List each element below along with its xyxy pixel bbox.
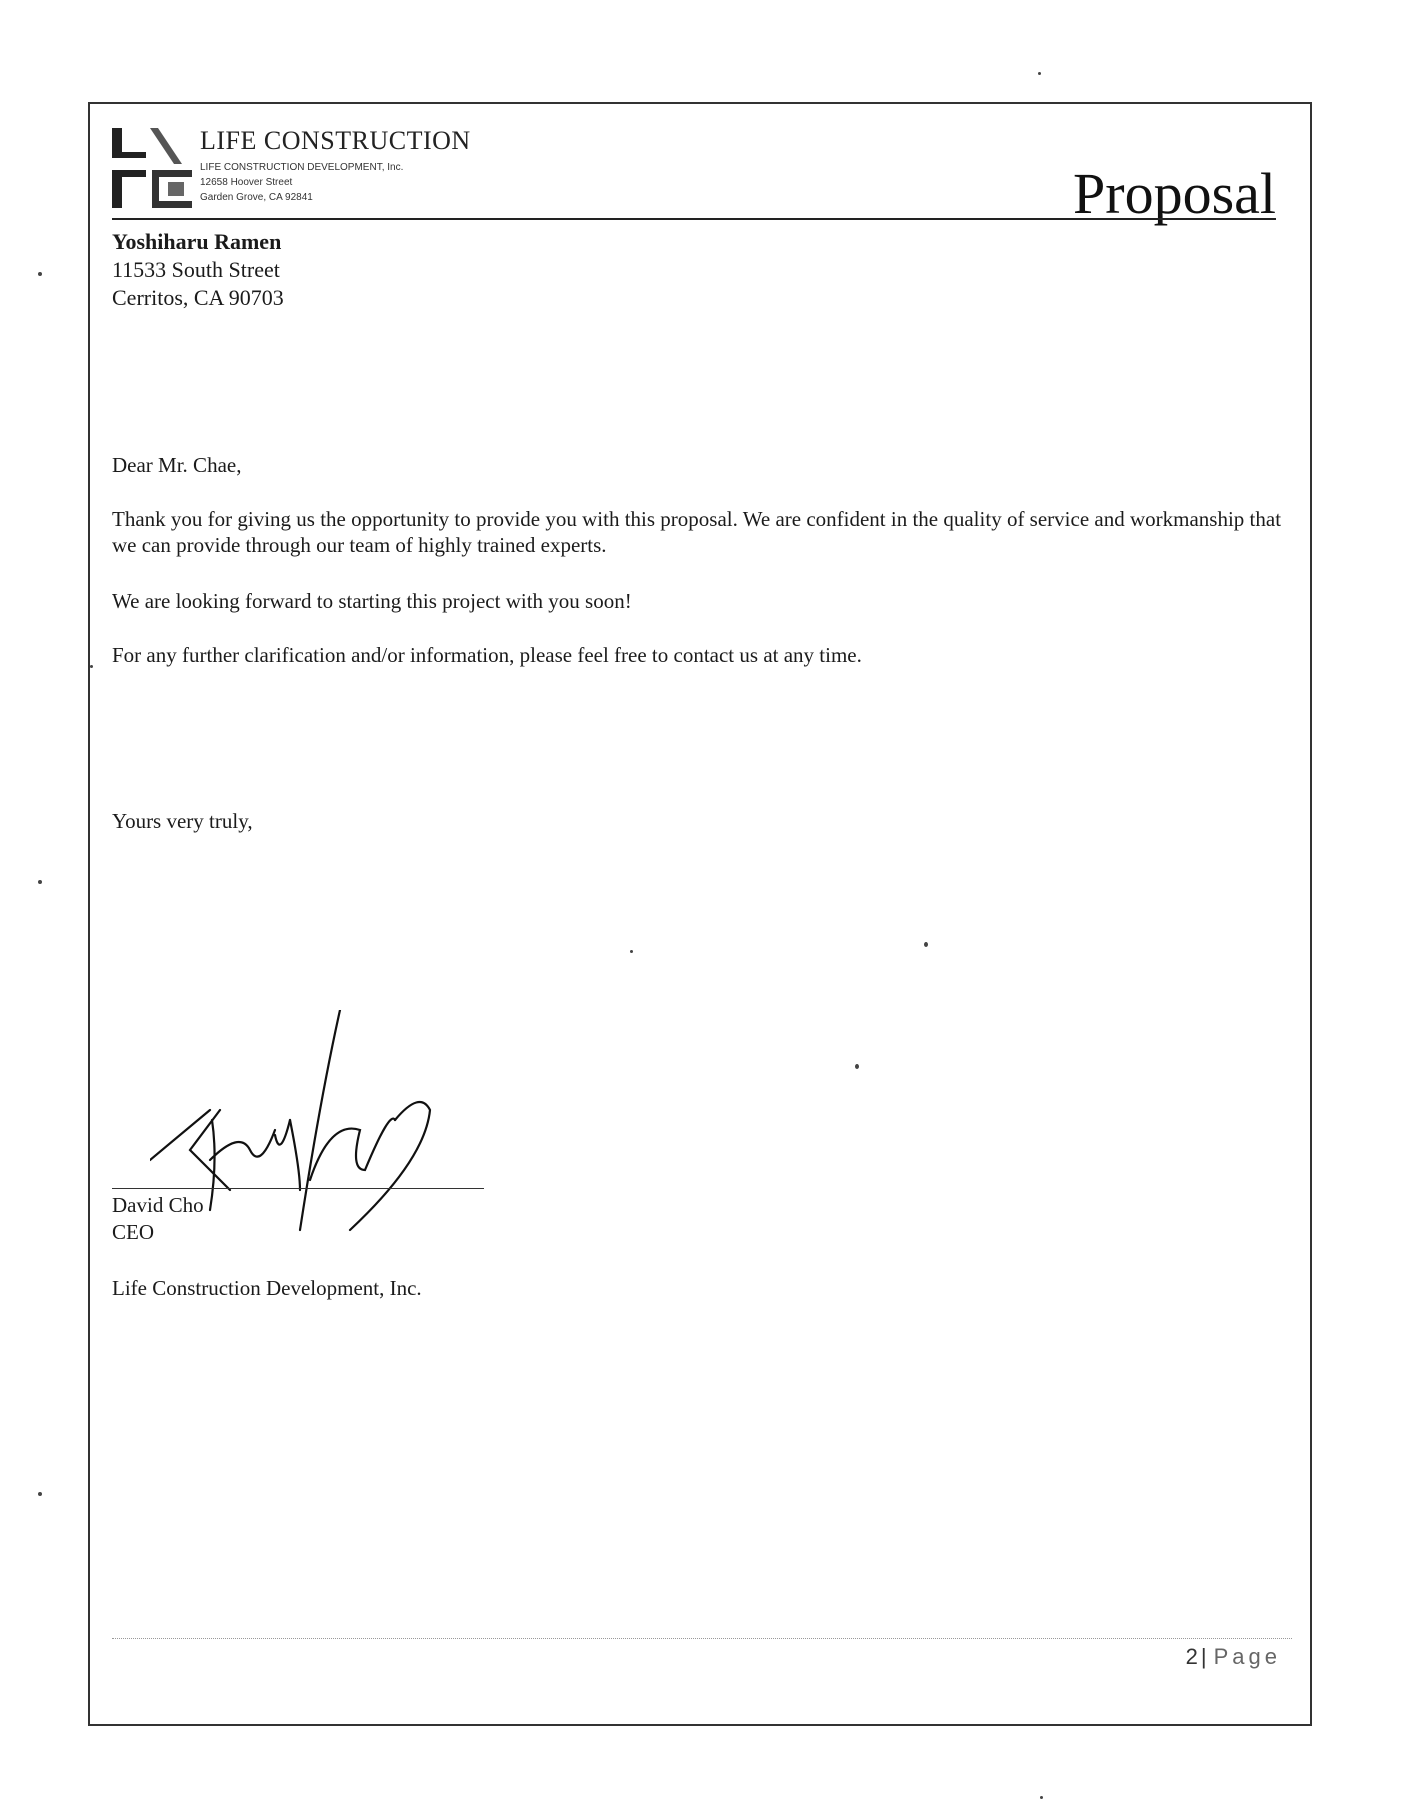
recipient-address [112,228,284,312]
signer-title: CEO [112,1220,154,1244]
header-divider [112,218,1276,220]
scan-speck [90,665,93,668]
page-number [1186,1644,1281,1670]
page-number-separator: | [1200,1644,1207,1669]
paragraph-contact: For any further clarification and/or information, please feel free to contact us at any time. [112,643,862,667]
closing: Yours very truly, [112,809,253,833]
scan-speck [38,272,42,276]
scan-speck [1038,72,1041,75]
signer-name: David Cho [112,1193,204,1217]
page-number-value: 2 [1185,1644,1198,1669]
paragraph-intro: Thank you for giving us the opportunity to provide you with this proposal. We are confident in the quality of service and workmanship that we can provide through our team of highly trained experts. [112,507,1282,557]
scan-speck [630,950,633,953]
recipient-street: 11533 South Street [112,257,280,282]
page-label: Page [1213,1644,1281,1669]
page-frame [88,102,1312,1726]
scan-speck [1040,1796,1043,1799]
signature-line [112,1188,484,1189]
scan-speck [855,1064,859,1069]
scan-speck [38,880,42,884]
company-name: LIFE CONSTRUCTION [200,126,471,155]
company-street: 12658 Hoover Street [200,177,293,188]
company-address-block [200,160,403,205]
salutation: Dear Mr. Chae, [112,453,242,477]
signer-block [112,1192,204,1246]
scan-speck [38,1492,42,1496]
document-title: Proposal [1073,161,1276,226]
scan-speck [924,942,928,947]
company-legal-name: LIFE CONSTRUCTION DEVELOPMENT, Inc. [200,162,404,173]
recipient-city: Cerritos, CA 90703 [112,285,284,310]
footer-divider [112,1638,1292,1639]
company-city: Garden Grove, CA 92841 [200,192,313,203]
recipient-name: Yoshiharu Ramen [112,229,282,254]
paragraph-project: We are looking forward to starting this project with you soon! [112,589,632,613]
signer-company: Life Construction Development, Inc. [112,1276,422,1300]
handwritten-signature [150,1010,510,1250]
company-logo [112,126,192,210]
